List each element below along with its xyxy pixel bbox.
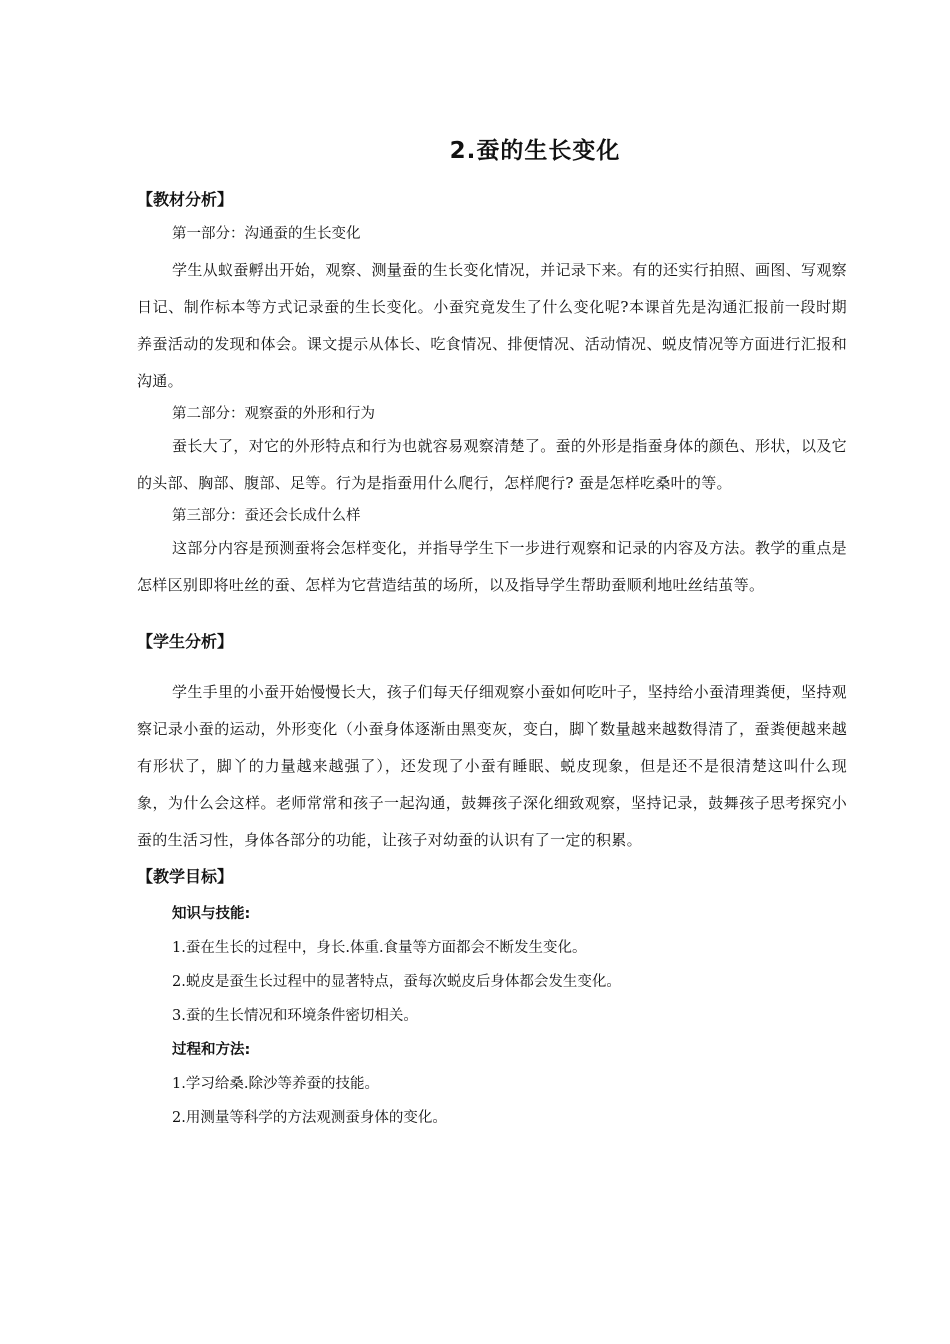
process-item: 2.用测量等科学的方法观测蚕身体的变化。 [172,1110,447,1126]
part1-title: 第一部分：沟通蚕的生长变化 [172,226,361,242]
section-heading-student-analysis: 【学生分析】 [137,632,234,651]
part1-paragraph: 学生从蚁蚕孵出开始，观察、测量蚕的生长变化情况，并记录下来。有的还实行拍照、画图、写观察日记、制作标本等方式记录蚕的生长变化。小蚕究竟发生了什么变化呢?本课首先是沟通汇报前一段时期养蚕活动的发现和体会。课文提示从体长、吃食情况、排便情况、活动情况、蜕皮情况等方面进行汇报和沟通。 [137,261,847,390]
student-analysis-paragraph: 学生手里的小蚕开始慢慢长大，孩子们每天仔细观察小蚕如何吃叶子，坚持给小蚕清理粪便，坚持观察记录小蚕的运动，外形变化（小蚕身体逐渐由黑变灰，变白，脚丫数量越来越数得清了，蚕粪便越来越有形状了，脚丫的力量越来越强了），还发现了小蚕有睡眠、蜕皮现象，但是还不是很清楚这叫什么现象，为什么会这样。老师常常和孩子一起沟通，鼓舞孩子深化细致观察，坚持记录，鼓舞孩子思考探究小蚕的生活习性，身体各部分的功能，让孩子对幼蚕的认识有了一定的积累。 [137,683,847,849]
part3-title: 第三部分：蚕还会长成什么样 [172,508,361,524]
knowledge-item: 1.蚕在生长的过程中，身长.体重.食量等方面都会不断发生变化。 [172,940,587,956]
page-title: 2.蚕的生长变化 [449,138,621,164]
document-body [137,186,847,1135]
part2-title: 第二部分：观察蚕的外形和行为 [172,406,375,422]
process-item: 1.学习给桑.除沙等养蚕的技能。 [172,1076,379,1092]
process-methods-title: 过程和方法: [172,1042,251,1058]
section-heading-textbook-analysis: 【教材分析】 [137,190,234,209]
part3-paragraph: 这部分内容是预测蚕将会怎样变化，并指导学生下一步进行观察和记录的内容及方法。教学的重点是怎样区别即将吐丝的蚕、怎样为它营造结茧的场所，以及指导学生帮助蚕顺利地吐丝结茧等。 [137,539,847,594]
part2-paragraph: 蚕长大了，对它的外形特点和行为也就容易观察清楚了。蚕的外形是指蚕身体的颜色、形状，以及它的头部、胸部、腹部、足等。行为是指蚕用什么爬行，怎样爬行? 蚕是怎样吃桑叶的等。 [137,437,847,492]
knowledge-skills-title: 知识与技能: [172,906,251,922]
knowledge-item: 2.蜕皮是蚕生长过程中的显著特点，蚕每次蜕皮后身体都会发生变化。 [172,974,621,990]
knowledge-item: 3.蚕的生长情况和环境条件密切相关。 [172,1008,418,1024]
section-heading-teaching-goals: 【教学目标】 [137,867,234,886]
